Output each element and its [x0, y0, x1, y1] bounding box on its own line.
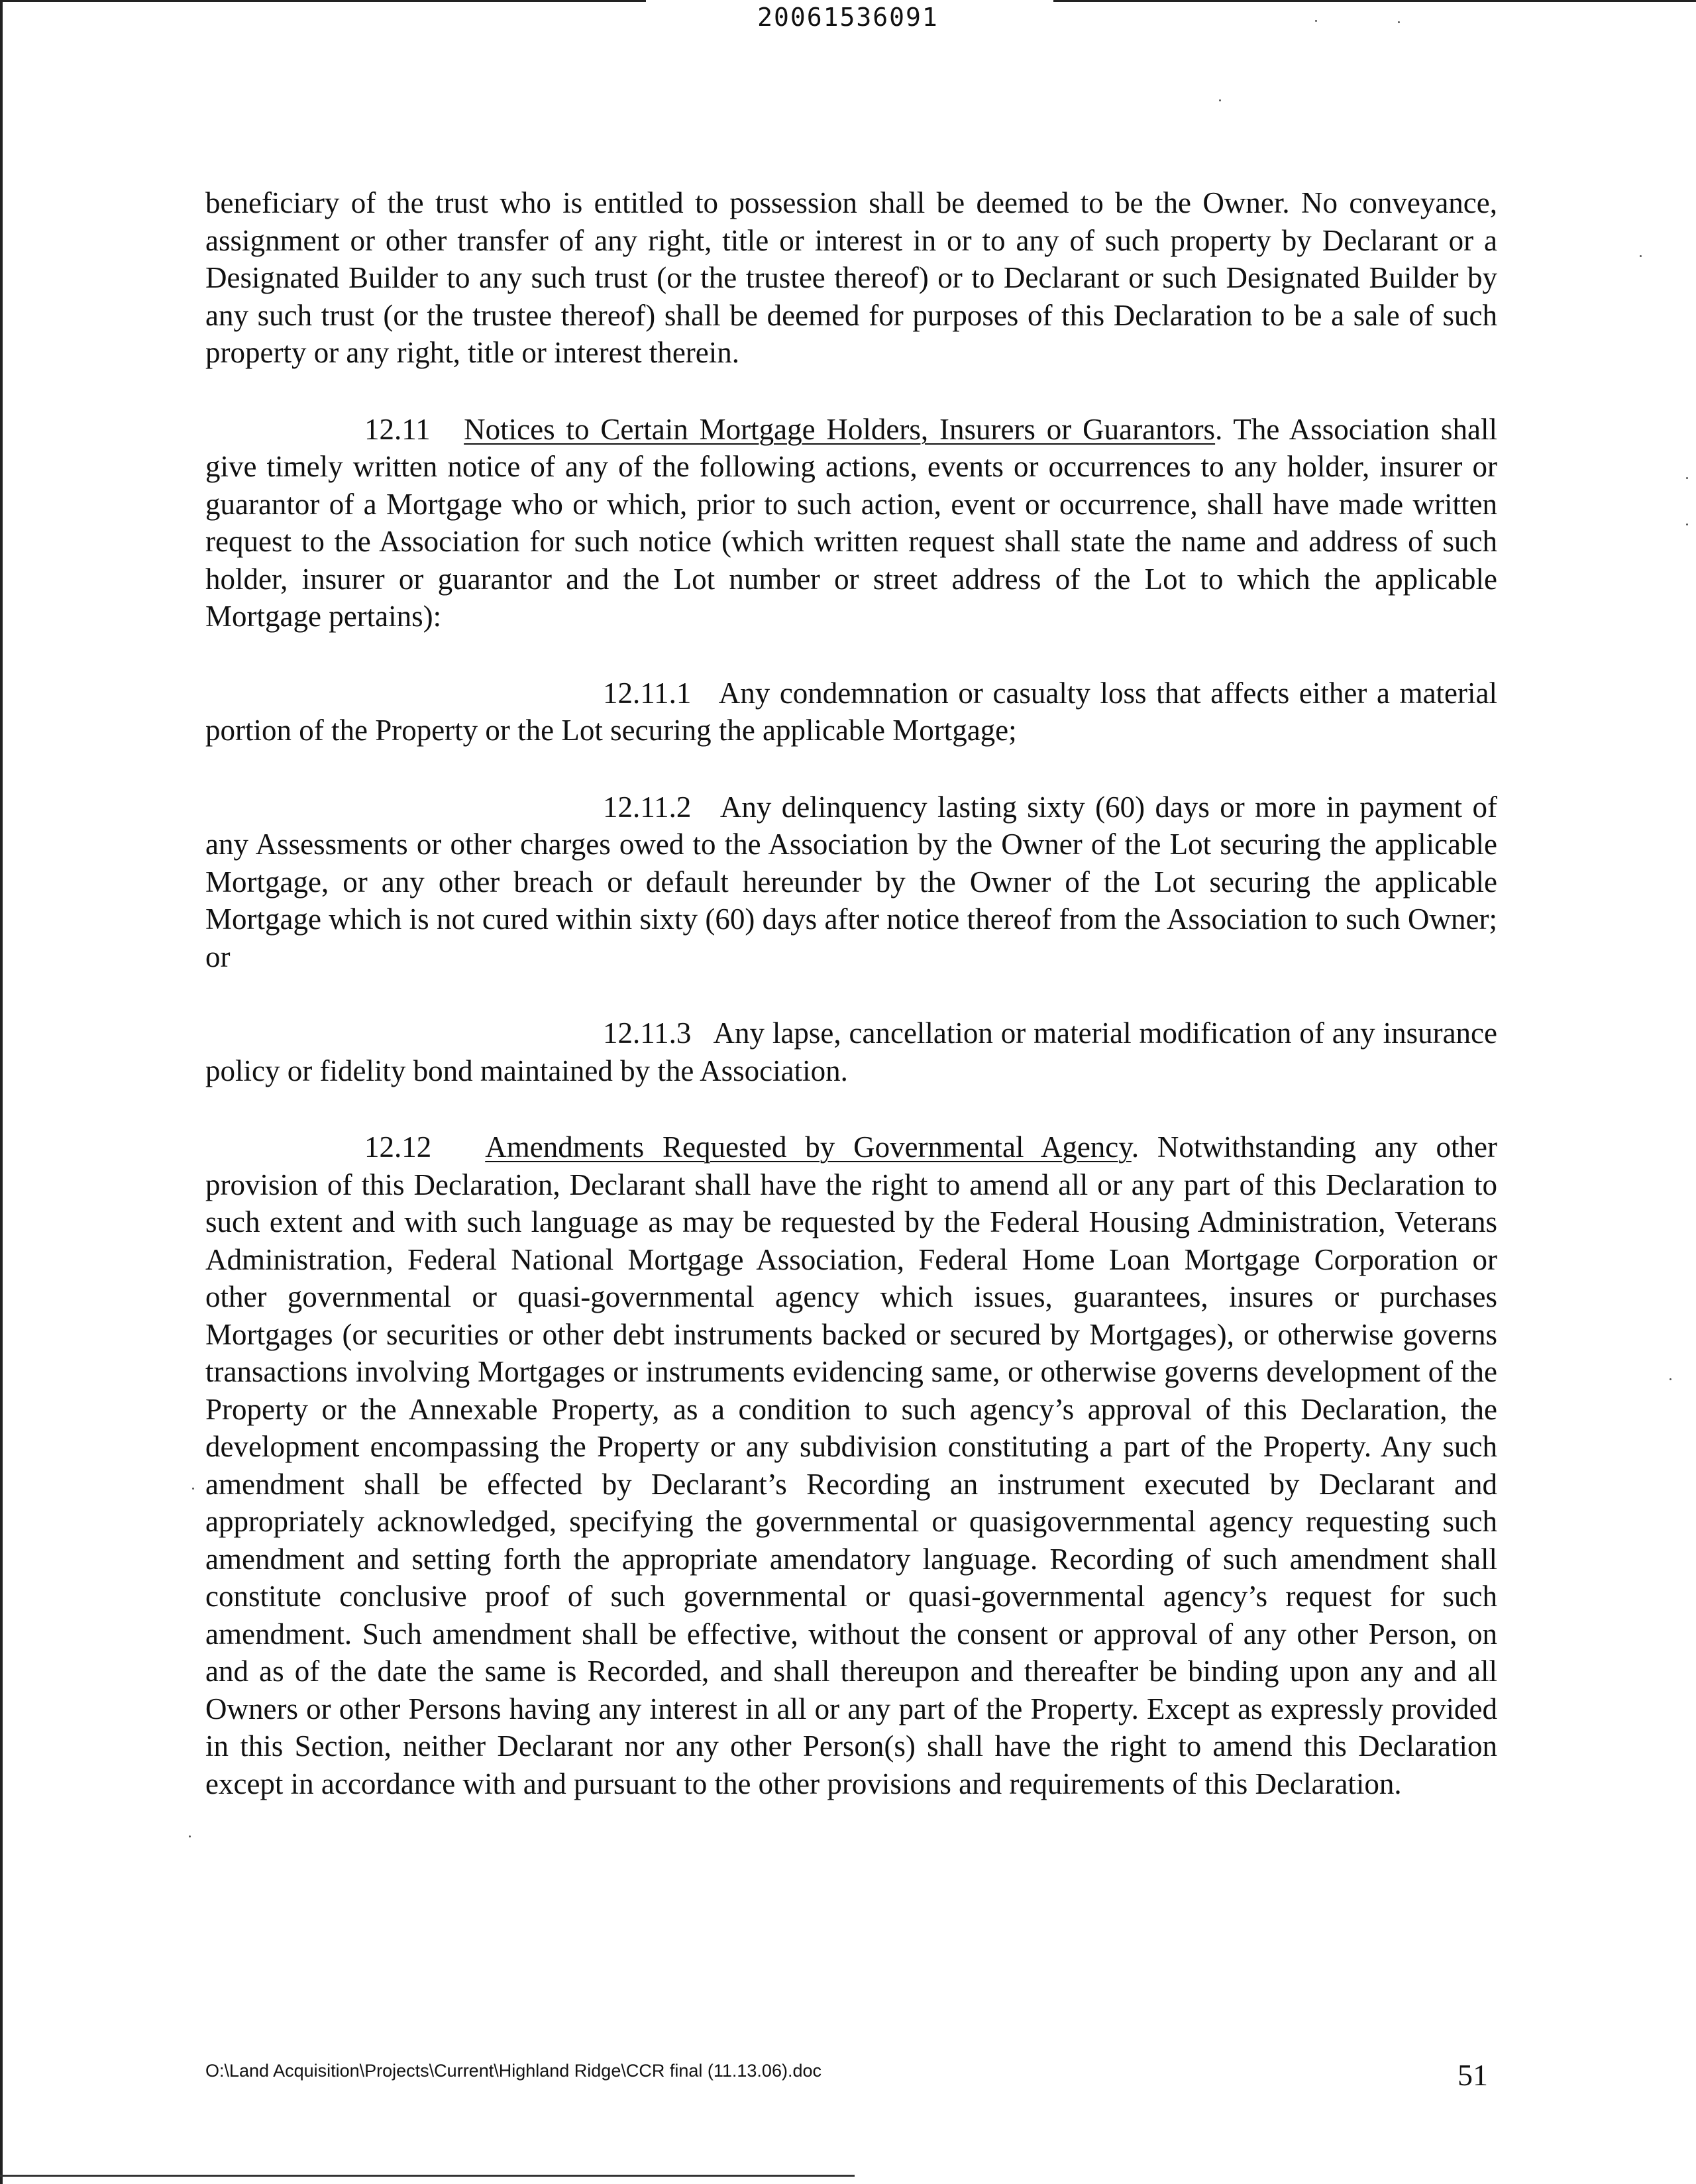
- section-number: 12.11: [364, 412, 431, 446]
- section-12-12: [205, 1128, 1497, 1802]
- scan-speck: [189, 1835, 191, 1837]
- document-number-stamp: 20061536091: [757, 3, 939, 32]
- section-body: Any condemnation or casualty loss that affects either a material portion of the Property or the Lot securing the applicable Mortgage;: [205, 676, 1497, 747]
- scan-speck: [1686, 477, 1688, 479]
- section-body: . Notwithstanding any other provision of this Declaration, Declarant shall have the right to amend all or any part of this Declaration to such extent and with such language as may be requested by the Federal Housing Administration, Veterans Administration, Federal National Mortgage Association, Federal Home Loan Mortgage Corporation or other governmental or quasi-governmental agency which issues, guarantees, insures or purchases Mortgages (or securities or other debt instruments backed or secured by Mortgages), or otherwise governs transactions involving Mortgages or instruments evidencing same, or otherwise governs development of the Property or the Annexable Property, as a condition to such agency’s approval of this Declaration, the development encompassing the Property or any subdivision constituting a part of the Property. Any such amendment shall be effected by Declarant’s Recording an instrument executed by Declarant and appropriately acknowledged, specifying the governmental or quasigovernmental agency requesting such amendment and setting forth the appropriate amendatory language. Recording of such amendment shall constitute conclusive proof of such governmental or quasi-governmental agency’s request for such amendment. Such amendment shall be effective, without the consent or approval of any other Person, on and as of the date the same is Recorded, and shall thereupon and thereafter be binding upon any and all Owners or other Persons having any interest in all or any part of the Property. Except as expressly provided in this Section, neither Declarant nor any other Person(s) shall have the right to amend this Declaration except in accordance with and pursuant to the other provisions and requirements of this Declaration.: [205, 1130, 1497, 1800]
- footer-file-path: O:\Land Acquisition\Projects\Current\Highland Ridge\CCR final (11.13.06).doc: [205, 2061, 822, 2081]
- section-body: Any delinquency lasting sixty (60) days or more in payment of any Assessments or other charges owed to the Association by the Owner of the Lot securing the applicable Mortgage, or any other breach or default hereunder by the Owner of the Lot securing the applicable Mortgage which is not cured within sixty (60) days after notice thereof from the Association to such Owner; or: [205, 790, 1497, 973]
- section-12-11-2: [205, 789, 1497, 976]
- scan-speck: [1315, 20, 1317, 22]
- section-number: 12.11.2: [603, 790, 692, 824]
- scan-speck: [1640, 255, 1642, 257]
- section-12-11: [205, 411, 1497, 635]
- scan-edge-bottom: [0, 2175, 855, 2177]
- page-number: 51: [1458, 2058, 1488, 2092]
- scan-speck: [1670, 1378, 1671, 1380]
- scan-edge-left: [0, 0, 3, 2184]
- section-body: Any lapse, cancellation or material modification of any insurance policy or fidelity bond maintained by the Association.: [205, 1016, 1497, 1087]
- scan-speck: [1219, 99, 1221, 101]
- section-number: 12.11.1: [603, 676, 692, 710]
- section-heading: Notices to Certain Mortgage Holders, Insurers or Guarantors: [464, 412, 1216, 446]
- scan-speck: [192, 1488, 194, 1490]
- section-12-11-3: [205, 1014, 1497, 1089]
- section-number: 12.11.3: [603, 1016, 692, 1050]
- scan-speck: [1686, 523, 1688, 525]
- paragraph-continued: beneficiary of the trust who is entitled to possession shall be deemed to be the Owner. No conveyance, assignment or other transfer of any right, title or interest in or to any of such property by Declarant or a Designated Builder to any such trust (or the trustee thereof) or to Declarant or such Designated Builder by any such trust (or the trustee thereof) shall be deemed for purposes of this Declaration to be a sale of such property or any right, title or interest therein.: [205, 186, 1497, 369]
- scan-speck: [1398, 21, 1400, 23]
- section-heading: Amendments Requested by Governmental Agency: [485, 1130, 1132, 1164]
- section-number: 12.12: [364, 1130, 432, 1164]
- section-12-11-1: [205, 675, 1497, 749]
- document-body: [205, 184, 1497, 1841]
- section-body: . The Association shall give timely written notice of any of the following actions, events or occurrences to any holder, insurer or guarantor of a Mortgage who or which, prior to such action, event or occurrence, shall have made written request to the Association for such notice (which written request shall state the name and address of such holder, insurer or guarantor and the Lot number or street address of the Lot to which the applicable Mortgage pertains):: [205, 412, 1498, 633]
- scan-edge-top-right: [1053, 0, 1696, 2]
- scan-edge-top: [0, 0, 646, 2]
